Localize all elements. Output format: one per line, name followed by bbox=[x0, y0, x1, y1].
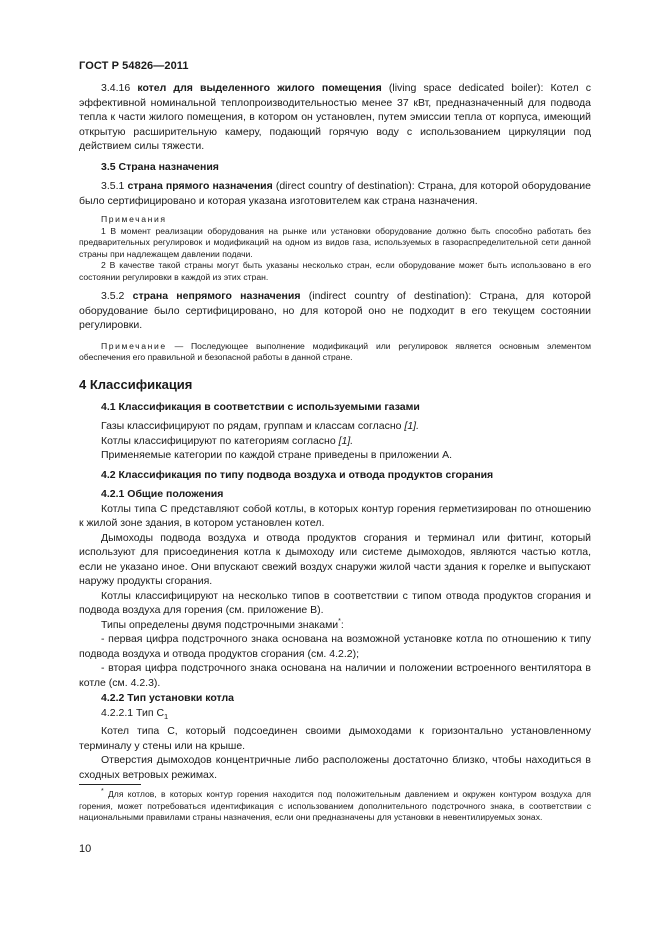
section-4-heading: 4 Классификация bbox=[79, 376, 193, 392]
section-4-2-2-heading: 4.2.2 Тип установки котла bbox=[101, 692, 235, 704]
footnote-mark: * bbox=[338, 617, 341, 625]
paragraph: Отверстия дымоходов концентричные либо расположены достаточно близко, чтобы находиться в сходных ветровых режимах. bbox=[79, 754, 591, 781]
clause-4-2-2-1: 4.2.2.1 Тип $С_1$ bbox=[101, 706, 169, 721]
section-4-2-1-heading: 4.2.1 Общие положения bbox=[101, 488, 224, 500]
notes-title: Примечания bbox=[101, 214, 167, 224]
paragraph: Дымоходы подвода воздуха и отвода продуктов сгорания и терминал или фитинг, который используют для присоединения котла к дымоходу или системе дымоходов, являются частью котла, если не указано иное. Они впускают свежий воздух снаружи жилой части здания к горелке и выпускают наружу продукты сгорания. bbox=[79, 531, 591, 587]
footnote-mark: * bbox=[101, 788, 104, 795]
clause-3-5-2: 3.5.2 страна непрямого назначения (indirect country of destination): Страна, для которой оборудование было сертифицировано, но для которой оно не подходит в его текущем состоянии регулировки. bbox=[79, 290, 591, 331]
section-4-2-heading: 4.2 Классификация по типу подвода воздуха и отвода продуктов сгорания bbox=[101, 468, 494, 481]
paragraph: Котел типа С, который подсоединен своими дымоходами к горизонтально установленному терминалу у стены или на крыше. bbox=[79, 725, 591, 752]
footnote-text: Для котлов, в которых контур горения находится под положительным давлением и окружен контуром воздуха для горения, может потребоваться идентификация с использованием дополнительного подстрочного знака, в соответствии с национальными правилами страны назначения, если они предназначены для установки в невентилируемых зонах. bbox=[79, 789, 591, 822]
note-3: Примечание — Последующее выполнение модификаций или регулировок является основным элементом обеспечения его правильной и безопасной работы в данной стране. bbox=[79, 340, 591, 362]
note-1: 1 В момент реализации оборудования на рынке или установки оборудование должно быть способно работать без предварительных регулировок и модификаций на одном из видов газа, используемых в газораспределительной сети данной страны при надлежащем давлении подачи. bbox=[79, 225, 591, 259]
paragraph: Типы определены двумя подстрочными знаками*: bbox=[101, 617, 344, 631]
clause-4-1-line-2: Котлы классифицируют по категориям согласно [1]. bbox=[101, 434, 354, 447]
paragraph: Котлы классифицируют на несколько типов в соответствии с типом отвода продуктов сгорания и подвода воздуха для горения (см. приложение В). bbox=[79, 589, 591, 616]
page-number: 10 bbox=[79, 843, 92, 855]
list-item: - первая цифра подстрочного знака основана на возможной установке котла по отношению к типу подвода воздуха и отвода продуктов сгорания (см. 4.2.2); bbox=[79, 633, 591, 660]
section-3-5-heading: 3.5 Страна назначения bbox=[101, 160, 219, 173]
term: котел для выделенного жилого помещения bbox=[137, 82, 382, 94]
clause-4-1-line-1: Газы классифицируют по рядам, группам и классам согласно [1]. bbox=[101, 420, 419, 432]
clause-3-5-1: 3.5.1 страна прямого назначения (direct country of destination): Страна, для которой оборудование было сертифицировано и которая указана изготовителем как страна назначения. bbox=[79, 180, 591, 207]
section-4-1-heading: 4.1 Классификация в соответствии с используемыми газами bbox=[101, 400, 420, 413]
term: страна непрямого назначения bbox=[132, 290, 301, 302]
term: страна прямого назначения bbox=[127, 180, 273, 192]
document-header: ГОСТ Р 54826—2011 bbox=[79, 60, 189, 72]
footnote-divider bbox=[79, 784, 141, 785]
note-2: 2 В качестве такой страны могут быть указаны несколько стран, если оборудование может быть использовано в его состоянии регулировки в каждой из этих стран. bbox=[79, 260, 591, 282]
footnote bbox=[79, 789, 591, 824]
clause-3-4-16: 3.4.16 котел для выделенного жилого помещения (living space dedicated boiler): Котел с эффективной номинальной теплопроизводительностью менее 37 кВт, предназначенный для подвода тепла к части жилого помещения, в котором он установлен, путем эмиссии тепла от корпуса, имеющий открытую расширительную камеру, подающий горячую воду с использованием циркуляции под действием силы тяжести. bbox=[79, 82, 591, 152]
clause-4-1-line-3: Применяемые категории по каждой стране приведены в приложении А. bbox=[101, 449, 452, 461]
paragraph: Котлы типа С представляют собой котлы, в которых контур горения герметизирован по отношению к жилой зоне здания, в котором установлен котел. bbox=[79, 502, 591, 529]
document-body bbox=[79, 81, 591, 782]
list-item: - вторая цифра подстрочного знака основана на наличии и положении встроенного вентилятора в котле (см. 4.2.3). bbox=[79, 662, 591, 689]
